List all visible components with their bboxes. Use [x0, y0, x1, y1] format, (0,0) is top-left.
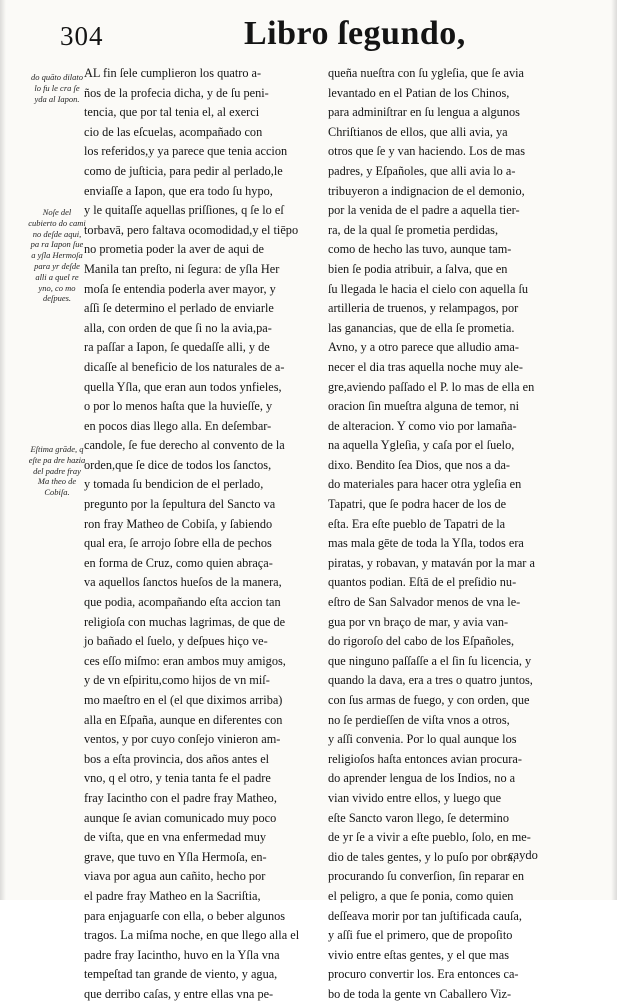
text-line: tragos. La miſma noche, en que llego alla el [84, 928, 300, 943]
text-line: pregunto por la ſepultura del Sancto va [84, 497, 276, 512]
text-line: religioſos haſta entonces avian procura- [328, 751, 522, 766]
text-line: no ſe perdieſſen de viſta vnos a otros, [328, 712, 510, 727]
text-line: ra, de la qual ſe prometia perdidas, [328, 222, 499, 237]
text-line: eſtro de San Salvador menos de vna le- [328, 595, 521, 610]
text-line: ventos, y por cuyo conſejo vinieron am- [84, 732, 281, 747]
text-line: procuro convertir los. Era entonces ca- [328, 967, 519, 982]
text-line: deſſeava morir por tan juſtificada cauſa, [328, 908, 522, 923]
text-line: bien ſe podia atribuir, a ſalva, que en [328, 261, 508, 276]
text-line: cio de las eſcuelas, acompañado con [84, 124, 263, 139]
text-line: qual era, ſe arrojo ſobre ella de pechos [84, 536, 272, 551]
margin-note-2: Noſe del cubierto do cami no deſde aqui, pa ra Iapon ſue a yſla Hermoſa para yr deſde alli a quel re yno, co mo deſpues. [28, 207, 86, 304]
text-line: tribuyeron a indignacion de el demonio, [328, 183, 525, 198]
text-line: artilleria de truenos, y relampagos, por [328, 301, 519, 316]
text-line: y le quitaſſe aquellas priſſiones, q ſe lo eſ [84, 203, 284, 218]
text-line: Avno, y a otro parece que alludio ama- [328, 340, 519, 355]
text-line: ron fray Matheo de Cobiſa, y ſabiendo [84, 516, 273, 531]
text-line: con ſus armas de fuego, y con orden, que [328, 693, 530, 707]
text-line: jo bañado el ſuelo, y deſpues hiço ve- [84, 634, 268, 649]
text-line: gua por vn braço de mar, y avia van- [328, 614, 509, 629]
text-line: levantado en el Patian de los Chinos, [328, 85, 510, 100]
text-line: el padre fray Matheo en la Sacriſtia, [84, 888, 261, 903]
text-line: y tomada ſu bendicion de el perlado, [84, 477, 264, 492]
text-line: na aquella Ygleſia, y caſa por el ſuelo, [328, 438, 515, 453]
text-line: ra paſſar a Iapon, ſe quedaſſe alli, y de [84, 340, 270, 355]
text-line: quando la dava, era a tres o quatro juntos, [328, 673, 533, 688]
text-line: eſte Sancto varon llego, ſe determino [328, 810, 509, 825]
text-line: fray Iacintho con el padre fray Matheo, [84, 790, 277, 805]
text-line: enviaſſe a Iapon, que era todo ſu hypo, [84, 183, 273, 198]
text-line: mas mala gēte de toda la Yſla, todos era [328, 536, 524, 551]
text-line: dixo. Bendito ſea Dios, que nos a da- [328, 457, 511, 472]
text-line: y aſſi convenia. Por lo qual aunque los [328, 732, 517, 747]
text-line: alla, con orden de que ſi no la avia,pa- [84, 320, 272, 335]
right-text-column [328, 64, 572, 1001]
text-line: por la venida de el padre a aquella tier- [328, 203, 520, 218]
left-text-column [84, 64, 324, 1001]
text-line: quantos podian. Eſtā de el preſidio nu- [328, 575, 517, 590]
text-line: de yr ſe a vivir a eſte pueblo, ſolo, en me- [328, 830, 531, 845]
text-line: queña nueſtra con ſu ygleſia, que ſe avia [328, 66, 524, 80]
text-line: do aprender lengua de los Indios, no a [328, 771, 516, 786]
text-line: AL fin ſele cumplieron los quatro a- [84, 66, 262, 80]
text-line: dicaſſe al beneficio de los naturales de a- [84, 359, 285, 374]
text-line: los referidos,y ya parece que tenia accion [84, 144, 288, 159]
text-line: candole, ſe fue derecho al convento de la [84, 438, 285, 453]
text-line: vivio entre eſtas gentes, y el que mas [328, 947, 509, 962]
text-line: tencia, que por tal tenia el, al exerci [84, 105, 260, 120]
text-line: do materiales para hacer otra ygleſia en [328, 477, 522, 492]
text-line: gre,aviendo paſſado el P. lo mas de ella en [328, 379, 535, 394]
text-line: para adminiſtrar en ſu lengua a algunos [328, 105, 520, 120]
text-line: en forma de Cruz, como quien abraça- [84, 555, 273, 570]
page-edge-shadow-right [611, 0, 617, 900]
text-line: de alteracion. Y como vio por lamaña- [328, 418, 517, 433]
text-line: torbavā, pero faltava ocomodidad,y el tiēpo [84, 222, 299, 237]
text-line: vian vivido entre ellos, y luego que [328, 790, 502, 805]
text-line: do rigoroſo del cabo de los Eſpañoles, [328, 634, 515, 649]
text-line: necer el dia tras aquella noche muy ale- [328, 359, 523, 374]
text-line: aunque ſe avian comunicado muy poco [84, 810, 277, 825]
text-line: mo maeſtro en el (el que diximos arriba) [84, 693, 283, 707]
page-edge-shadow-left [0, 0, 6, 900]
text-line: piratas, y robavan, y mataván por la mar a [328, 555, 535, 570]
text-line: religioſa con muchas lagrimas, de que de [84, 614, 286, 629]
text-line: orden,que ſe dice de todos los ſanctos, [84, 457, 272, 472]
text-line: bo de toda la gente vn Caballero Viz- [328, 986, 512, 1001]
text-line: Tapatri, que ſe podra hacer de los de [328, 497, 507, 512]
text-line: dio de tales gentes, y lo puſo por obra, [328, 849, 516, 864]
text-line: que podia, acompañando eſta accion tan [84, 595, 281, 610]
text-line: moſa ſe entendia poderla aver mayor, y [84, 281, 276, 296]
text-line: alla en Eſpaña, aunque en diferentes con [84, 712, 283, 727]
text-line: quella Yſla, que eran aun todos ynfieles, [84, 379, 282, 394]
text-line: aſſi ſe determino el perlado de enviarle [84, 301, 274, 316]
catchword: caydo [508, 848, 538, 862]
text-line: bos a eſta provincia, dos años antes el [84, 751, 270, 766]
text-line: oracion ſin mueſtra alguna de temor, ni [328, 399, 520, 414]
text-line: procurando ſu converſion, ſin reparar en [328, 869, 524, 884]
text-line: Manila tan preſto, ni ſegura: de yſla Her [84, 261, 280, 276]
text-line: eſta. Era eſte pueblo de Tapatri de la [328, 516, 506, 531]
text-line: o por lo menos haſta que la huvieſſe, y [84, 399, 273, 414]
page-number: 304 [60, 21, 104, 51]
text-line: para enjaguarſe con ella, o beber algunos [84, 908, 286, 923]
text-line: vno, q el otro, y tenia tanta fe el padre [84, 771, 271, 786]
text-line: como de hecho las tuvo, aunque tam- [328, 242, 512, 257]
text-line: ſu llegada le hacia el cielo con aquella ſu [328, 281, 529, 296]
text-line: grave, que tuvo en Yſla Hermoſa, en- [84, 849, 267, 864]
text-line: de viſta, que en vna enfermedad muy [84, 830, 266, 845]
text-line: padre fray Iacintho, huvo en la Yſla vna [84, 947, 280, 962]
text-line: tempeſtad tan grande de viento, y agua, [84, 967, 278, 982]
text-line: y aſſi fue el primero, que de propoſito [328, 928, 513, 943]
running-title: Libro ſegundo, [244, 15, 466, 52]
text-line: que ninguno paſſaſſe a el ſin ſu licencia, y [328, 653, 532, 668]
text-line: como de juſticia, para pedir al perlado,le [84, 163, 283, 178]
text-line: el peligro, a que ſe ponia, como quien [328, 888, 514, 903]
margin-note-1: do quāto dilato lo fu le cra ſe yda al Iapon. [31, 72, 83, 104]
text-line: ños de la profecia dicha, y de ſu peni- [84, 85, 269, 100]
text-line: las ganancias, que de ella ſe prometia. [328, 320, 515, 335]
text-line: otros que ſe y van haciendo. Los de mas [328, 144, 526, 159]
text-line: Chriſtianos de ellos, que alli avia, ya [328, 124, 508, 139]
text-line: padres, y Eſpañoles, que alli avia lo a- [328, 163, 516, 178]
text-line: en pocos dias llego alla. En deſembar- [84, 418, 272, 433]
text-line: viava por agua aun cañito, hecho por [84, 869, 266, 884]
text-line: va aquellos ſanctos hueſos de la manera, [84, 575, 282, 590]
margin-note-3: Eſtima grāde, q eſte pa dre hazia del padre fray Ma theo de Cobiſa. [28, 444, 86, 498]
text-line: y de vn eſpiritu,como hijos de vn miſ- [84, 673, 270, 688]
text-line: no prometia poder la aver de aqui de [84, 242, 264, 257]
text-line: ces eſſo miſmo: eran ambos muy amigos, [84, 653, 286, 668]
text-line: que derribo caſas, y entre ellas vna pe- [84, 986, 274, 1001]
